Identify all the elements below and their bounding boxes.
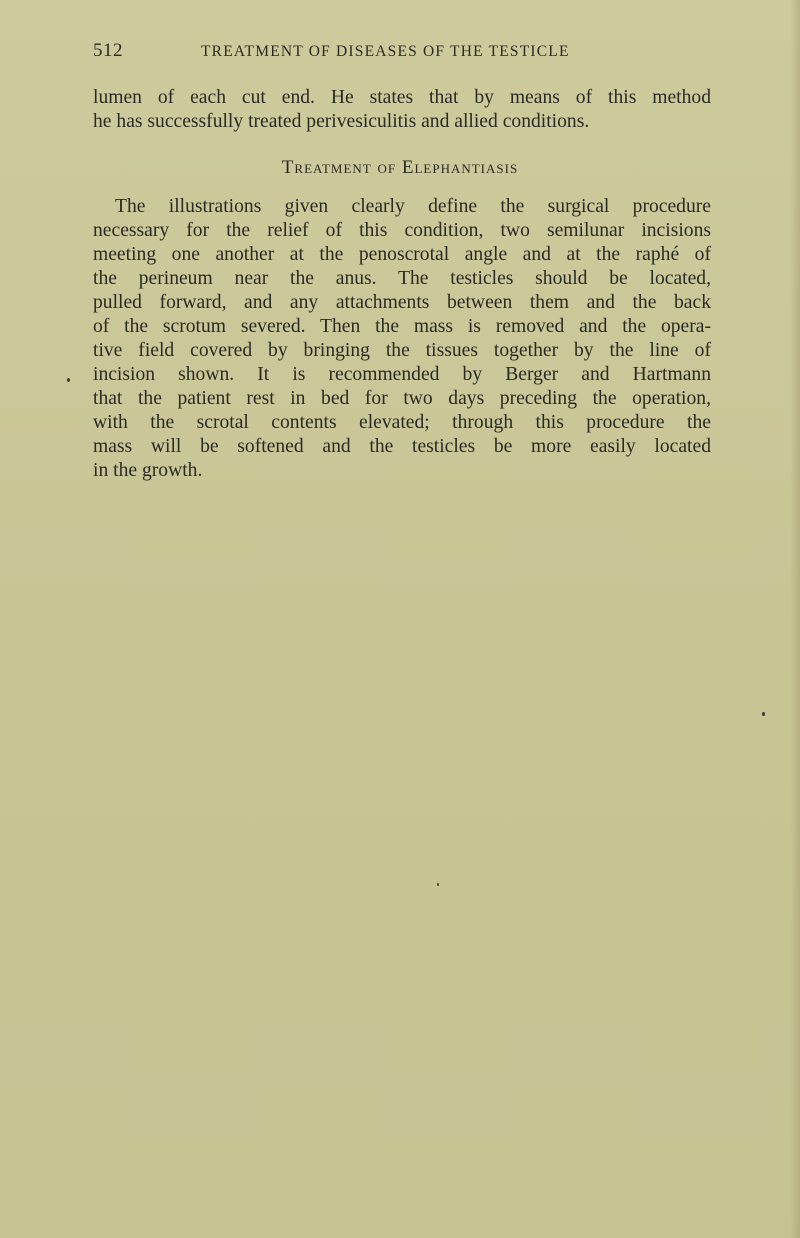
- running-head-title: TREATMENT OF DISEASES OF THE TESTICLE: [201, 43, 570, 60]
- paragraph-2-line-2: necessary for the relief of this condition, two semilunar incisions: [93, 220, 711, 241]
- paragraph-2-line-1: The illustrations given clearly define the surgical procedure: [115, 196, 711, 217]
- paragraph-2-line-11: mass will be softened and the testicles be more easily located: [93, 436, 711, 457]
- paragraph-2-line-6: of the scrotum severed. Then the mass is removed and the opera-: [93, 316, 711, 337]
- running-head: [93, 40, 633, 70]
- page-speck: [67, 378, 70, 382]
- page-speck: [762, 712, 765, 716]
- paragraph-2-line-7: tive field covered by bringing the tissues together by the line of: [93, 340, 711, 361]
- paragraph-2-line-8: incision shown. It is recommended by Berger and Hartmann: [93, 364, 711, 385]
- page-edge-shadow: [790, 0, 800, 1238]
- paragraph-1-line-2: he has successfully treated perivesiculitis and allied conditions.: [93, 111, 590, 132]
- section-heading: Treatment of Elephantiasis: [281, 157, 519, 178]
- paragraph-2-line-10: with the scrotal contents elevated; through this procedure the: [93, 412, 711, 433]
- paragraph-2-line-4: the perineum near the anus. The testicles should be located,: [93, 268, 711, 289]
- paragraph-2-line-9: that the patient rest in bed for two days preceding the operation,: [93, 388, 711, 409]
- paragraph-1-line-1: lumen of each cut end. He states that by means of this method: [93, 87, 711, 108]
- paragraph-2-line-12: in the growth.: [93, 460, 203, 481]
- paragraph-2-line-5: pulled forward, and any attachments between them and the back: [93, 292, 711, 313]
- page-speck: [437, 883, 439, 886]
- page-number: 512: [93, 40, 123, 61]
- paragraph-2-line-3: meeting one another at the penoscrotal angle and at the raphé of: [93, 244, 711, 265]
